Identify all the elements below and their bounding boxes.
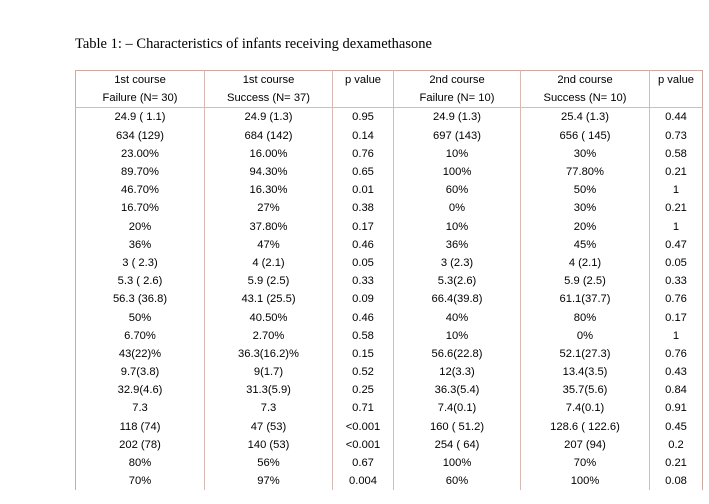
table-cell: 30% xyxy=(521,199,650,217)
table-cell: 0.2 xyxy=(650,436,703,454)
table-cell: 5.9 (2.5) xyxy=(205,272,333,290)
table-cell: 40.50% xyxy=(205,308,333,326)
table-cell: 97% xyxy=(205,472,333,490)
table-cell: 0% xyxy=(394,199,521,217)
table-row xyxy=(76,127,703,145)
table-cell: 0.05 xyxy=(650,254,703,272)
table-row xyxy=(76,181,703,199)
table-cell: 697 (143) xyxy=(394,127,521,145)
column-header: 1st course xyxy=(205,71,333,90)
column-header: p value xyxy=(650,71,703,90)
table-cell: 634 (129) xyxy=(76,127,205,145)
table-cell: 118 (74) xyxy=(76,418,205,436)
table-cell: 36.3(16.2)% xyxy=(205,345,333,363)
table-cell: 50% xyxy=(521,181,650,199)
table-cell: 0.09 xyxy=(333,290,394,308)
table-cell: 10% xyxy=(394,145,521,163)
table-cell: 0.004 xyxy=(333,472,394,490)
table-cell: 16.70% xyxy=(76,199,205,217)
table-row xyxy=(76,345,703,363)
table-cell: 128.6 ( 122.6) xyxy=(521,418,650,436)
table-row xyxy=(76,290,703,308)
table-cell: 16.30% xyxy=(205,181,333,199)
table-cell: 16.00% xyxy=(205,145,333,163)
table-cell: 0.01 xyxy=(333,181,394,199)
table-cell: 24.9 ( 1.1) xyxy=(76,108,205,127)
column-subheader: Success (N= 10) xyxy=(521,89,650,108)
table-cell: 36% xyxy=(76,236,205,254)
table-cell: 5.3 ( 2.6) xyxy=(76,272,205,290)
characteristics-table xyxy=(75,70,703,490)
table-cell: 0.84 xyxy=(650,381,703,399)
table-cell: 20% xyxy=(76,218,205,236)
table-cell: 254 ( 64) xyxy=(394,436,521,454)
table-cell: 7.4(0.1) xyxy=(394,399,521,417)
table-cell: 9(1.7) xyxy=(205,363,333,381)
table-cell: 0.05 xyxy=(333,254,394,272)
table-cell: 2.70% xyxy=(205,327,333,345)
table-cell: 0.17 xyxy=(333,218,394,236)
table-cell: 77.80% xyxy=(521,163,650,181)
table-cell: 0.46 xyxy=(333,236,394,254)
table-cell: 4 (2.1) xyxy=(205,254,333,272)
column-subheader: Success (N= 37) xyxy=(205,89,333,108)
table-cell: 36.3(5.4) xyxy=(394,381,521,399)
table-cell: 13.4(3.5) xyxy=(521,363,650,381)
table-cell: 37.80% xyxy=(205,218,333,236)
table-cell: 0.33 xyxy=(333,272,394,290)
table-cell: 0.14 xyxy=(333,127,394,145)
table-cell: 0.67 xyxy=(333,454,394,472)
column-subheader xyxy=(650,89,703,108)
table-row xyxy=(76,472,703,490)
table-row xyxy=(76,272,703,290)
table-cell: 56.6(22.8) xyxy=(394,345,521,363)
table-cell: 60% xyxy=(394,181,521,199)
table-cell: 43.1 (25.5) xyxy=(205,290,333,308)
table-cell: 140 (53) xyxy=(205,436,333,454)
column-subheader xyxy=(333,89,394,108)
table-cell: 0.17 xyxy=(650,308,703,326)
table-cell: 0.38 xyxy=(333,199,394,217)
table-cell: 56% xyxy=(205,454,333,472)
table-cell: 0.71 xyxy=(333,399,394,417)
table-cell: 5.9 (2.5) xyxy=(521,272,650,290)
table-row xyxy=(76,163,703,181)
table-cell: 52.1(27.3) xyxy=(521,345,650,363)
table-cell: <0.001 xyxy=(333,436,394,454)
table-cell: 100% xyxy=(394,454,521,472)
table-cell: 32.9(4.6) xyxy=(76,381,205,399)
table-cell: 6.70% xyxy=(76,327,205,345)
table-cell: 100% xyxy=(521,472,650,490)
table-row xyxy=(76,327,703,345)
table-cell: 10% xyxy=(394,218,521,236)
table-cell: 9.7(3.8) xyxy=(76,363,205,381)
table-cell: 0% xyxy=(521,327,650,345)
table-cell: 50% xyxy=(76,308,205,326)
table-cell: 0.21 xyxy=(650,454,703,472)
table-cell: 0.33 xyxy=(650,272,703,290)
table-cell: 60% xyxy=(394,472,521,490)
table-cell: 0.95 xyxy=(333,108,394,127)
table-cell: 0.65 xyxy=(333,163,394,181)
table-cell: <0.001 xyxy=(333,418,394,436)
table-cell: 7.4(0.1) xyxy=(521,399,650,417)
table-cell: 0.25 xyxy=(333,381,394,399)
table-cell: 0.43 xyxy=(650,363,703,381)
table-cell: 47% xyxy=(205,236,333,254)
column-subheader: Failure (N= 30) xyxy=(76,89,205,108)
table-cell: 80% xyxy=(76,454,205,472)
table-cell: 7.3 xyxy=(205,399,333,417)
table-row xyxy=(76,436,703,454)
table-cell: 10% xyxy=(394,327,521,345)
header-row xyxy=(76,89,703,108)
table-cell: 61.1(37.7) xyxy=(521,290,650,308)
table-cell: 0.44 xyxy=(650,108,703,127)
table-cell: 30% xyxy=(521,145,650,163)
table-cell: 0.58 xyxy=(650,145,703,163)
table-cell: 20% xyxy=(521,218,650,236)
table-cell: 46.70% xyxy=(76,181,205,199)
table-cell: 27% xyxy=(205,199,333,217)
table-cell: 1 xyxy=(650,181,703,199)
table-cell: 0.21 xyxy=(650,163,703,181)
column-header: 2nd course xyxy=(394,71,521,90)
table-row xyxy=(76,236,703,254)
table-row xyxy=(76,454,703,472)
table-cell: 0.73 xyxy=(650,127,703,145)
table-cell: 24.9 (1.3) xyxy=(205,108,333,127)
table-cell: 202 (78) xyxy=(76,436,205,454)
table-row xyxy=(76,418,703,436)
table-row xyxy=(76,381,703,399)
table-cell: 0.47 xyxy=(650,236,703,254)
column-header: 1st course xyxy=(76,71,205,90)
table-cell: 5.3(2.6) xyxy=(394,272,521,290)
table-cell: 100% xyxy=(394,163,521,181)
header-row xyxy=(76,71,703,90)
table-cell: 684 (142) xyxy=(205,127,333,145)
table-cell: 23.00% xyxy=(76,145,205,163)
table-row xyxy=(76,108,703,127)
table-cell: 160 ( 51.2) xyxy=(394,418,521,436)
table-cell: 1 xyxy=(650,218,703,236)
table-cell: 12(3.3) xyxy=(394,363,521,381)
table-cell: 0.58 xyxy=(333,327,394,345)
table-cell: 1 xyxy=(650,327,703,345)
column-subheader: Failure (N= 10) xyxy=(394,89,521,108)
table-cell: 56.3 (36.8) xyxy=(76,290,205,308)
column-header: p value xyxy=(333,71,394,90)
table-row xyxy=(76,199,703,217)
table-cell: 207 (94) xyxy=(521,436,650,454)
table-cell: 35.7(5.6) xyxy=(521,381,650,399)
table-cell: 45% xyxy=(521,236,650,254)
table-cell: 0.08 xyxy=(650,472,703,490)
table-cell: 0.52 xyxy=(333,363,394,381)
table-row xyxy=(76,399,703,417)
table-cell: 25.4 (1.3) xyxy=(521,108,650,127)
table-row xyxy=(76,363,703,381)
table-cell: 70% xyxy=(521,454,650,472)
table-cell: 80% xyxy=(521,308,650,326)
table-cell: 0.76 xyxy=(650,345,703,363)
table-row xyxy=(76,218,703,236)
table-cell: 40% xyxy=(394,308,521,326)
table-row xyxy=(76,254,703,272)
table-cell: 0.46 xyxy=(333,308,394,326)
table-cell: 31.3(5.9) xyxy=(205,381,333,399)
table-cell: 66.4(39.8) xyxy=(394,290,521,308)
table-cell: 43(22)% xyxy=(76,345,205,363)
table-cell: 70% xyxy=(76,472,205,490)
table-cell: 94.30% xyxy=(205,163,333,181)
table-cell: 0.76 xyxy=(650,290,703,308)
table-cell: 36% xyxy=(394,236,521,254)
table-cell: 0.76 xyxy=(333,145,394,163)
table-cell: 0.21 xyxy=(650,199,703,217)
table-cell: 4 (2.1) xyxy=(521,254,650,272)
table-cell: 7.3 xyxy=(76,399,205,417)
table-title: Table 1: – Characteristics of infants receiving dexamethasone xyxy=(75,36,432,52)
table-cell: 3 (2.3) xyxy=(394,254,521,272)
table-cell: 0.45 xyxy=(650,418,703,436)
table-cell: 3 ( 2.3) xyxy=(76,254,205,272)
table-cell: 24.9 (1.3) xyxy=(394,108,521,127)
column-header: 2nd course xyxy=(521,71,650,90)
table-row xyxy=(76,145,703,163)
table-cell: 47 (53) xyxy=(205,418,333,436)
table-cell: 89.70% xyxy=(76,163,205,181)
table-cell: 656 ( 145) xyxy=(521,127,650,145)
table-cell: 0.15 xyxy=(333,345,394,363)
table-row xyxy=(76,308,703,326)
table-cell: 0.91 xyxy=(650,399,703,417)
